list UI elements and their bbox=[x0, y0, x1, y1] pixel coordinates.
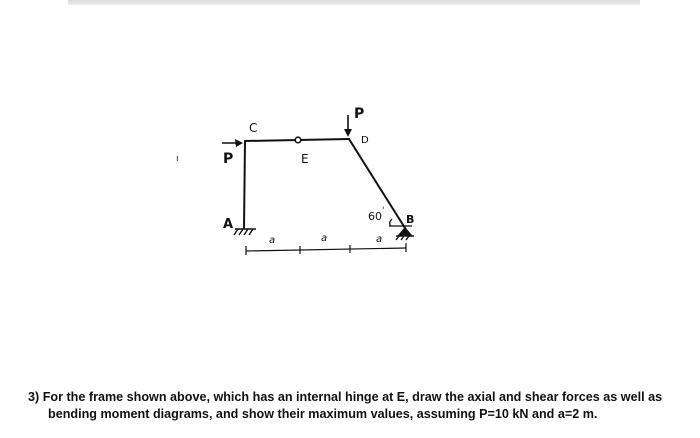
label-d: D bbox=[361, 135, 369, 146]
hinge-e-icon bbox=[295, 137, 301, 143]
label-p-top: P bbox=[354, 106, 365, 122]
label-e: E bbox=[301, 152, 309, 166]
dimension-label-2: a bbox=[321, 233, 328, 244]
support-a-icon bbox=[234, 229, 256, 235]
problem-statement bbox=[28, 389, 688, 423]
dimension-label-3: a bbox=[376, 234, 383, 245]
problem-line-1: 3) For the frame shown above, which has an internal hinge at E, draw the axial and shear forces as well as bbox=[28, 390, 663, 404]
label-b: B bbox=[406, 213, 415, 226]
label-c: C bbox=[249, 121, 258, 135]
label-angle: 60 bbox=[368, 210, 382, 223]
support-b-icon bbox=[396, 228, 414, 240]
load-arrow-left-icon bbox=[222, 139, 243, 147]
label-p-left: P bbox=[223, 151, 234, 167]
margin-tick: ı bbox=[176, 154, 179, 164]
dimension-label-1: a bbox=[269, 235, 276, 246]
degree-mark: ' bbox=[382, 206, 385, 216]
load-arrow-down-icon bbox=[344, 115, 352, 137]
column-ac bbox=[244, 141, 245, 228]
label-a: A bbox=[223, 217, 234, 232]
problem-line-2: bending moment diagrams, and show their maximum values, assuming P=10 kN and a=2 m. bbox=[48, 407, 598, 421]
